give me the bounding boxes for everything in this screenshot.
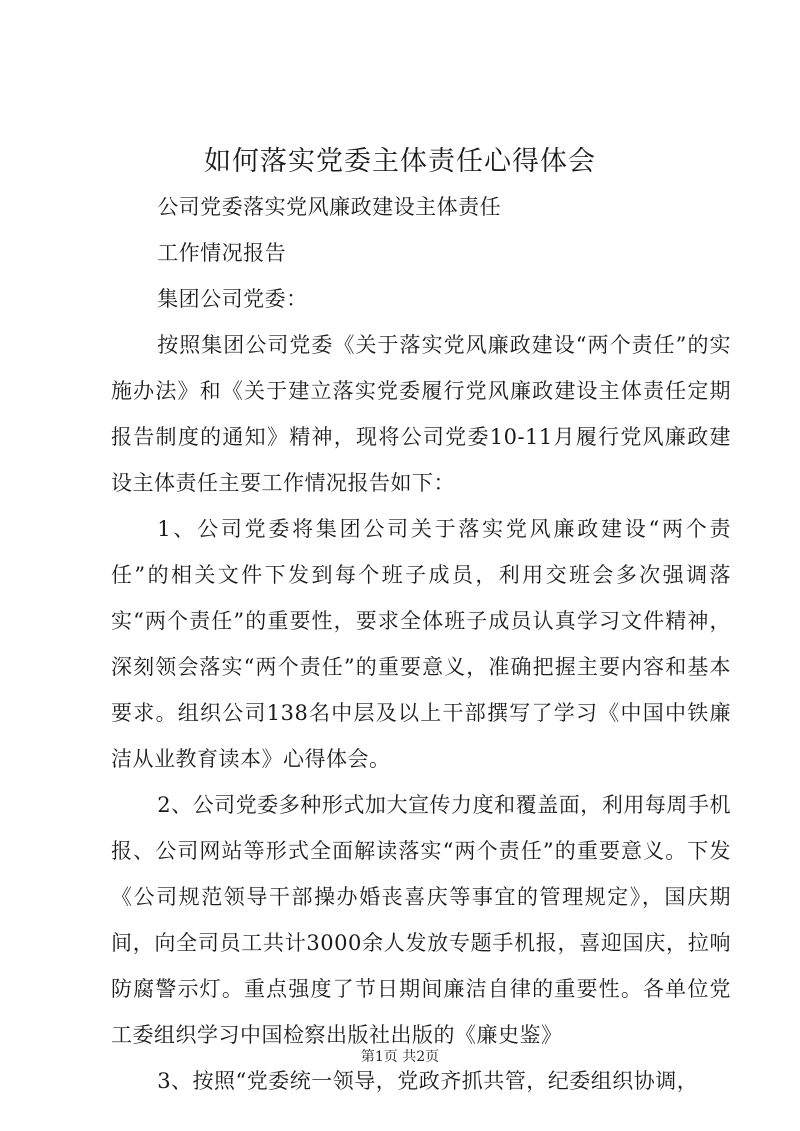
paragraph-subtitle-1: 公司党委落实党风廉政建设主体责任 [157,195,502,219]
paragraph-item-1: 1、公司党委将集团公司关于落实党风廉政建设“两个责任”的相关文件下发到每个班子成员，利用交班会多次强调落实“两个责任”的重要性，要求全体班子成员认真学习文件精神，深刻领会落实“两个责任”的重要意义，准确把握主要内容和基本要求。组织公司138名中层及以上干部撰写了学习《中国中铁廉洁从业教育读本》心得体会。 [111,517,731,771]
paragraph-item-2: 2、公司党委多种形式加大宣传力度和覆盖面，利用每周手机报、公司网站等形式全面解读落实“两个责任”的重要意义。下发《公司规范领导干部操办婚丧喜庆等事宜的管理规定》，国庆期间，向全司员工共计3000余人发放专题手机报，喜迎国庆，拉响防腐警示灯。重点强度了节日期间廉洁自律的重要性。各单位党工委组织学习中国检察出版社出版的《廉史鉴》 [111,793,731,1047]
page-footer: 第1页 共2页 [360,1049,440,1065]
paragraph-subtitle-2: 工作情况报告 [157,241,287,265]
paragraph-intro: 按照集团公司党委《关于落实党风廉政建设“两个责任”的实施办法》和《关于建立落实党委履行党风廉政建设主体责任定期报告制度的通知》精神，现将公司党委10-11月履行党风廉政建设主体责任主要工作情况报告如下： [111,333,731,495]
document-title: 如何落实党委主体责任心得体会 [204,146,596,177]
paragraph-item-3: 3、按照“党委统一领导，党政齐抓共管，纪委组织协调， [157,1069,699,1093]
paragraph-salutation: 集团公司党委： [157,287,308,311]
document-body [111,184,731,1104]
